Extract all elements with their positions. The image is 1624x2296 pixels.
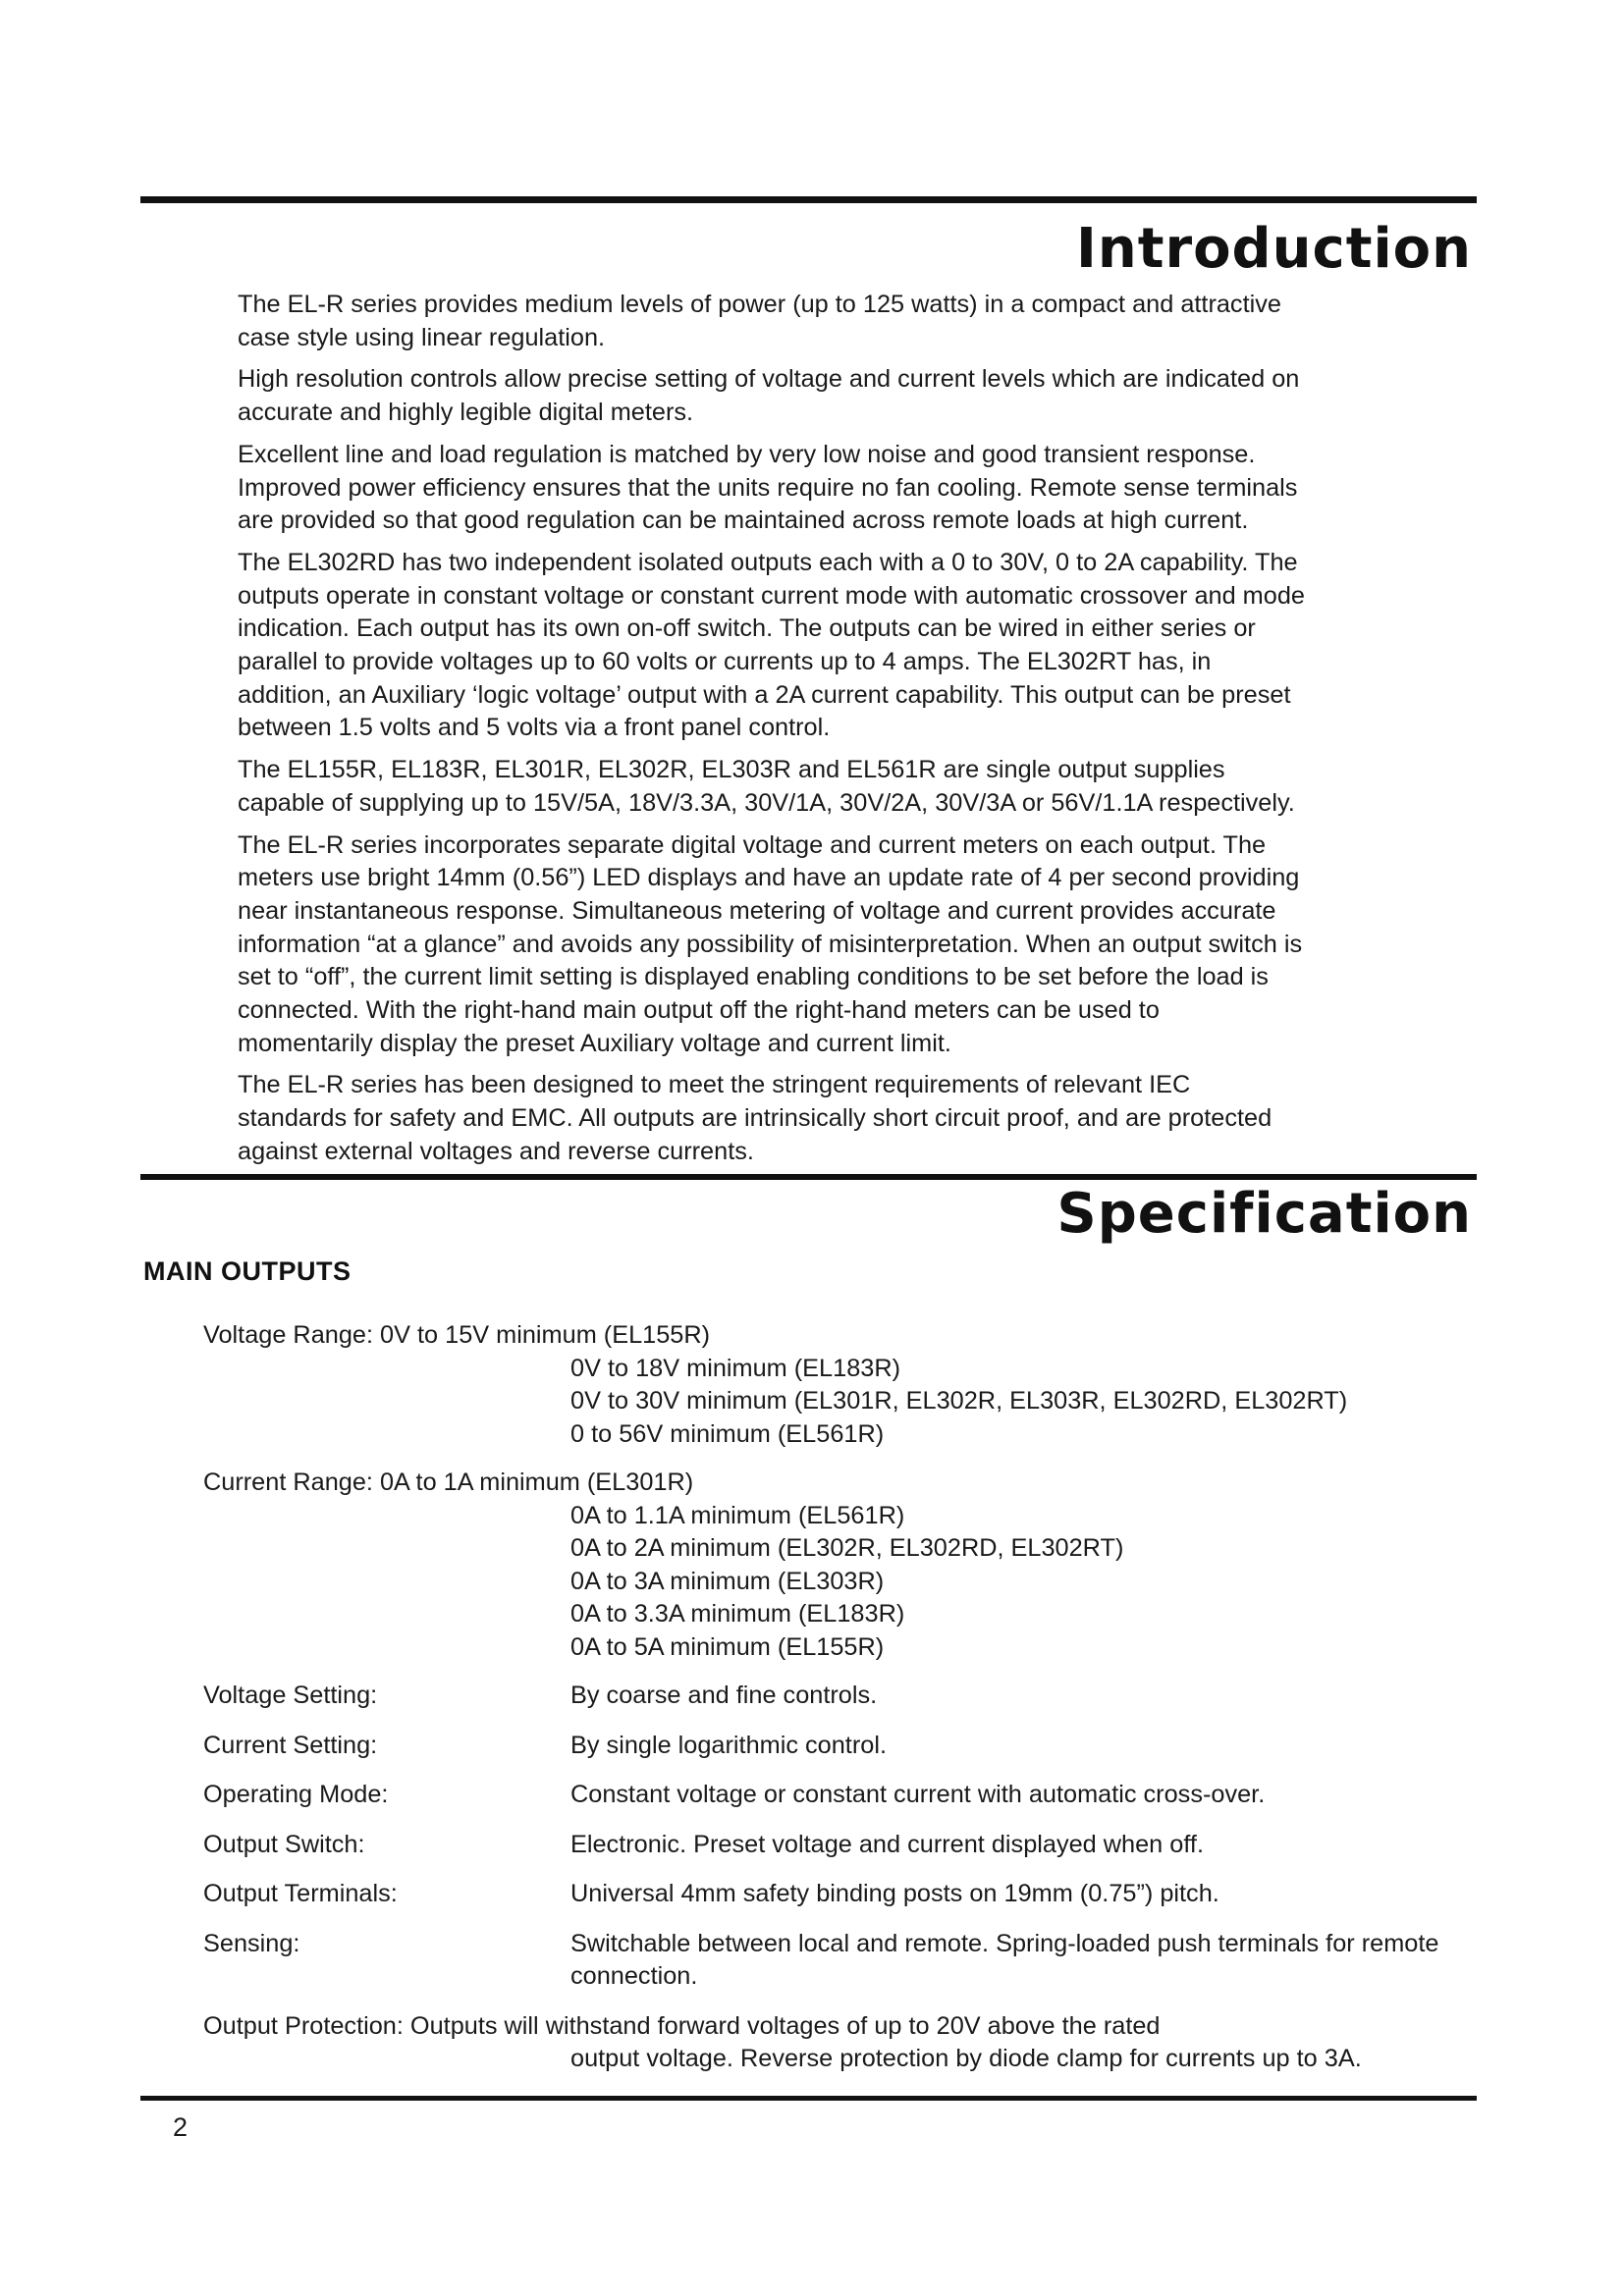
current-range-spec	[203, 1467, 1499, 1664]
spec-value: By single logarithmic control.	[570, 1731, 887, 1759]
intro-line: parallel to provide voltages up to 60 volts or currents up to 4 amps. The EL302RT has, in	[238, 648, 1212, 676]
intro-line: connected. With the right-hand main output off the right-hand meters can be used to	[238, 996, 1160, 1025]
spec-line: 0V to 18V minimum (EL183R)	[570, 1354, 901, 1382]
bottom-rule	[140, 2096, 1477, 2101]
spec-line: 0A to 3A minimum (EL303R)	[570, 1567, 885, 1595]
intro-line: set to “off”, the current limit setting is displayed enabling conditions to be set before the load is	[238, 963, 1269, 991]
output-protection-spec	[203, 2010, 1499, 2076]
spec-row	[203, 1680, 1499, 1713]
intro-line: outputs operate in constant voltage or constant current mode with automatic crossover and mode	[238, 581, 1305, 610]
intro-paragraph	[238, 289, 1485, 354]
spec-line: 0A to 2A minimum (EL302R, EL302RD, EL302RT)	[570, 1534, 1124, 1562]
top-rule	[140, 196, 1477, 203]
spec-value: Electronic. Preset voltage and current displayed when off.	[570, 1830, 1204, 1858]
spec-line: Voltage Range: 0V to 15V minimum (EL155R)	[203, 1321, 711, 1349]
intro-paragraph	[238, 363, 1485, 429]
intro-line: addition, an Auxiliary ‘logic voltage’ output with a 2A current capability. This output can be preset	[238, 680, 1291, 709]
spec-line: 0 to 56V minimum (EL561R)	[570, 1419, 885, 1448]
intro-line: The EL302RD has two independent isolated outputs each with a 0 to 30V, 0 to 2A capability. The	[238, 548, 1298, 576]
intro-paragraph	[238, 829, 1485, 1061]
main-outputs-title: MAIN OUTPUTS	[143, 1256, 352, 1286]
intro-line: case style using linear regulation.	[238, 323, 606, 351]
intro-line: between 1.5 volts and 5 volts via a front panel control.	[238, 714, 831, 742]
intro-line: are provided so that good regulation can be maintained across remote loads at high current.	[238, 507, 1249, 535]
spec-row	[203, 1730, 1499, 1763]
spec-label: Output Terminals:	[203, 1880, 398, 1907]
spec-value: Constant voltage or constant current with automatic cross-over.	[570, 1781, 1266, 1808]
page-number: 2	[173, 2112, 189, 2142]
intro-line: information “at a glance” and avoids any possibility of misinterpretation. When an output switch is	[238, 930, 1303, 958]
spec-line: 0A to 1.1A minimum (EL561R)	[570, 1501, 905, 1529]
intro-paragraph	[238, 1069, 1485, 1168]
spec-label: Operating Mode:	[203, 1781, 389, 1808]
intro-line: near instantaneous response. Simultaneous metering of voltage and current provides accurate	[238, 896, 1276, 925]
spec-line: Current Range: 0A to 1A minimum (EL301R)	[203, 1468, 694, 1496]
specification-body	[203, 1319, 1499, 2092]
intro-line: momentarily display the preset Auxiliary voltage and current limit.	[238, 1029, 951, 1057]
spec-line: 0A to 3.3A minimum (EL183R)	[570, 1600, 905, 1628]
spec-row	[203, 1928, 1499, 1994]
introduction-body	[238, 289, 1485, 1178]
middle-rule	[140, 1174, 1477, 1180]
intro-line: meters use bright 14mm (0.56”) LED displays and have an update rate of 4 per second providing	[238, 864, 1300, 892]
spec-row	[203, 1829, 1499, 1862]
spec-line: 0V to 30V minimum (EL301R, EL302R, EL303R, EL302RD, EL302RT)	[570, 1387, 1348, 1415]
spec-label: Current Setting:	[203, 1731, 378, 1759]
intro-line: The EL-R series incorporates separate digital voltage and current meters on each output. The	[238, 830, 1267, 859]
intro-paragraph	[238, 547, 1485, 745]
intro-line: Improved power efficiency ensures that the units require no fan cooling. Remote sense terminals	[238, 473, 1298, 502]
spec-value: Universal 4mm safety binding posts on 19mm (0.75”) pitch.	[570, 1880, 1219, 1907]
intro-line: High resolution controls allow precise setting of voltage and current levels which are indicated on	[238, 365, 1300, 394]
spec-label: Output Switch:	[203, 1830, 365, 1858]
intro-line: standards for safety and EMC. All outputs are intrinsically short circuit proof, and are protected	[238, 1104, 1272, 1133]
spec-line: Output Protection: Outputs will withstand forward voltages of up to 20V above the rated	[203, 2011, 1161, 2040]
intro-line: The EL-R series provides medium levels of power (up to 125 watts) in a compact and attractive	[238, 291, 1281, 318]
intro-paragraph	[238, 754, 1485, 820]
spec-line: output voltage. Reverse protection by diode clamp for currents up to 3A.	[570, 2045, 1362, 2072]
intro-line: accurate and highly legible digital meters.	[238, 399, 694, 427]
intro-line: The EL-R series has been designed to meet the stringent requirements of relevant IEC	[238, 1071, 1191, 1099]
spec-value: Switchable between local and remote. Spring-loaded push terminals for remote connection.	[570, 1929, 1439, 1990]
intro-line: Excellent line and load regulation is matched by very low noise and good transient response.	[238, 440, 1256, 468]
spec-row	[203, 1779, 1499, 1812]
introduction-heading: Introduction	[1075, 217, 1472, 281]
spec-value: By coarse and fine controls.	[570, 1682, 878, 1709]
intro-line: The EL155R, EL183R, EL301R, EL302R, EL303R and EL561R are single output supplies	[238, 756, 1225, 784]
spec-label: Voltage Setting:	[203, 1682, 378, 1709]
spec-line: 0A to 5A minimum (EL155R)	[570, 1632, 885, 1661]
intro-paragraph	[238, 439, 1485, 538]
voltage-range-spec	[203, 1319, 1499, 1451]
intro-line: capable of supplying up to 15V/5A, 18V/3.3A, 30V/1A, 30V/2A, 30V/3A or 56V/1.1A respectively.	[238, 788, 1295, 817]
spec-row	[203, 1878, 1499, 1911]
spec-label: Sensing:	[203, 1929, 300, 1957]
intro-line: against external voltages and reverse currents.	[238, 1137, 754, 1165]
specification-heading: Specification	[1056, 1182, 1472, 1246]
intro-line: indication. Each output has its own on-off switch. The outputs can be wired in either series or	[238, 614, 1256, 643]
